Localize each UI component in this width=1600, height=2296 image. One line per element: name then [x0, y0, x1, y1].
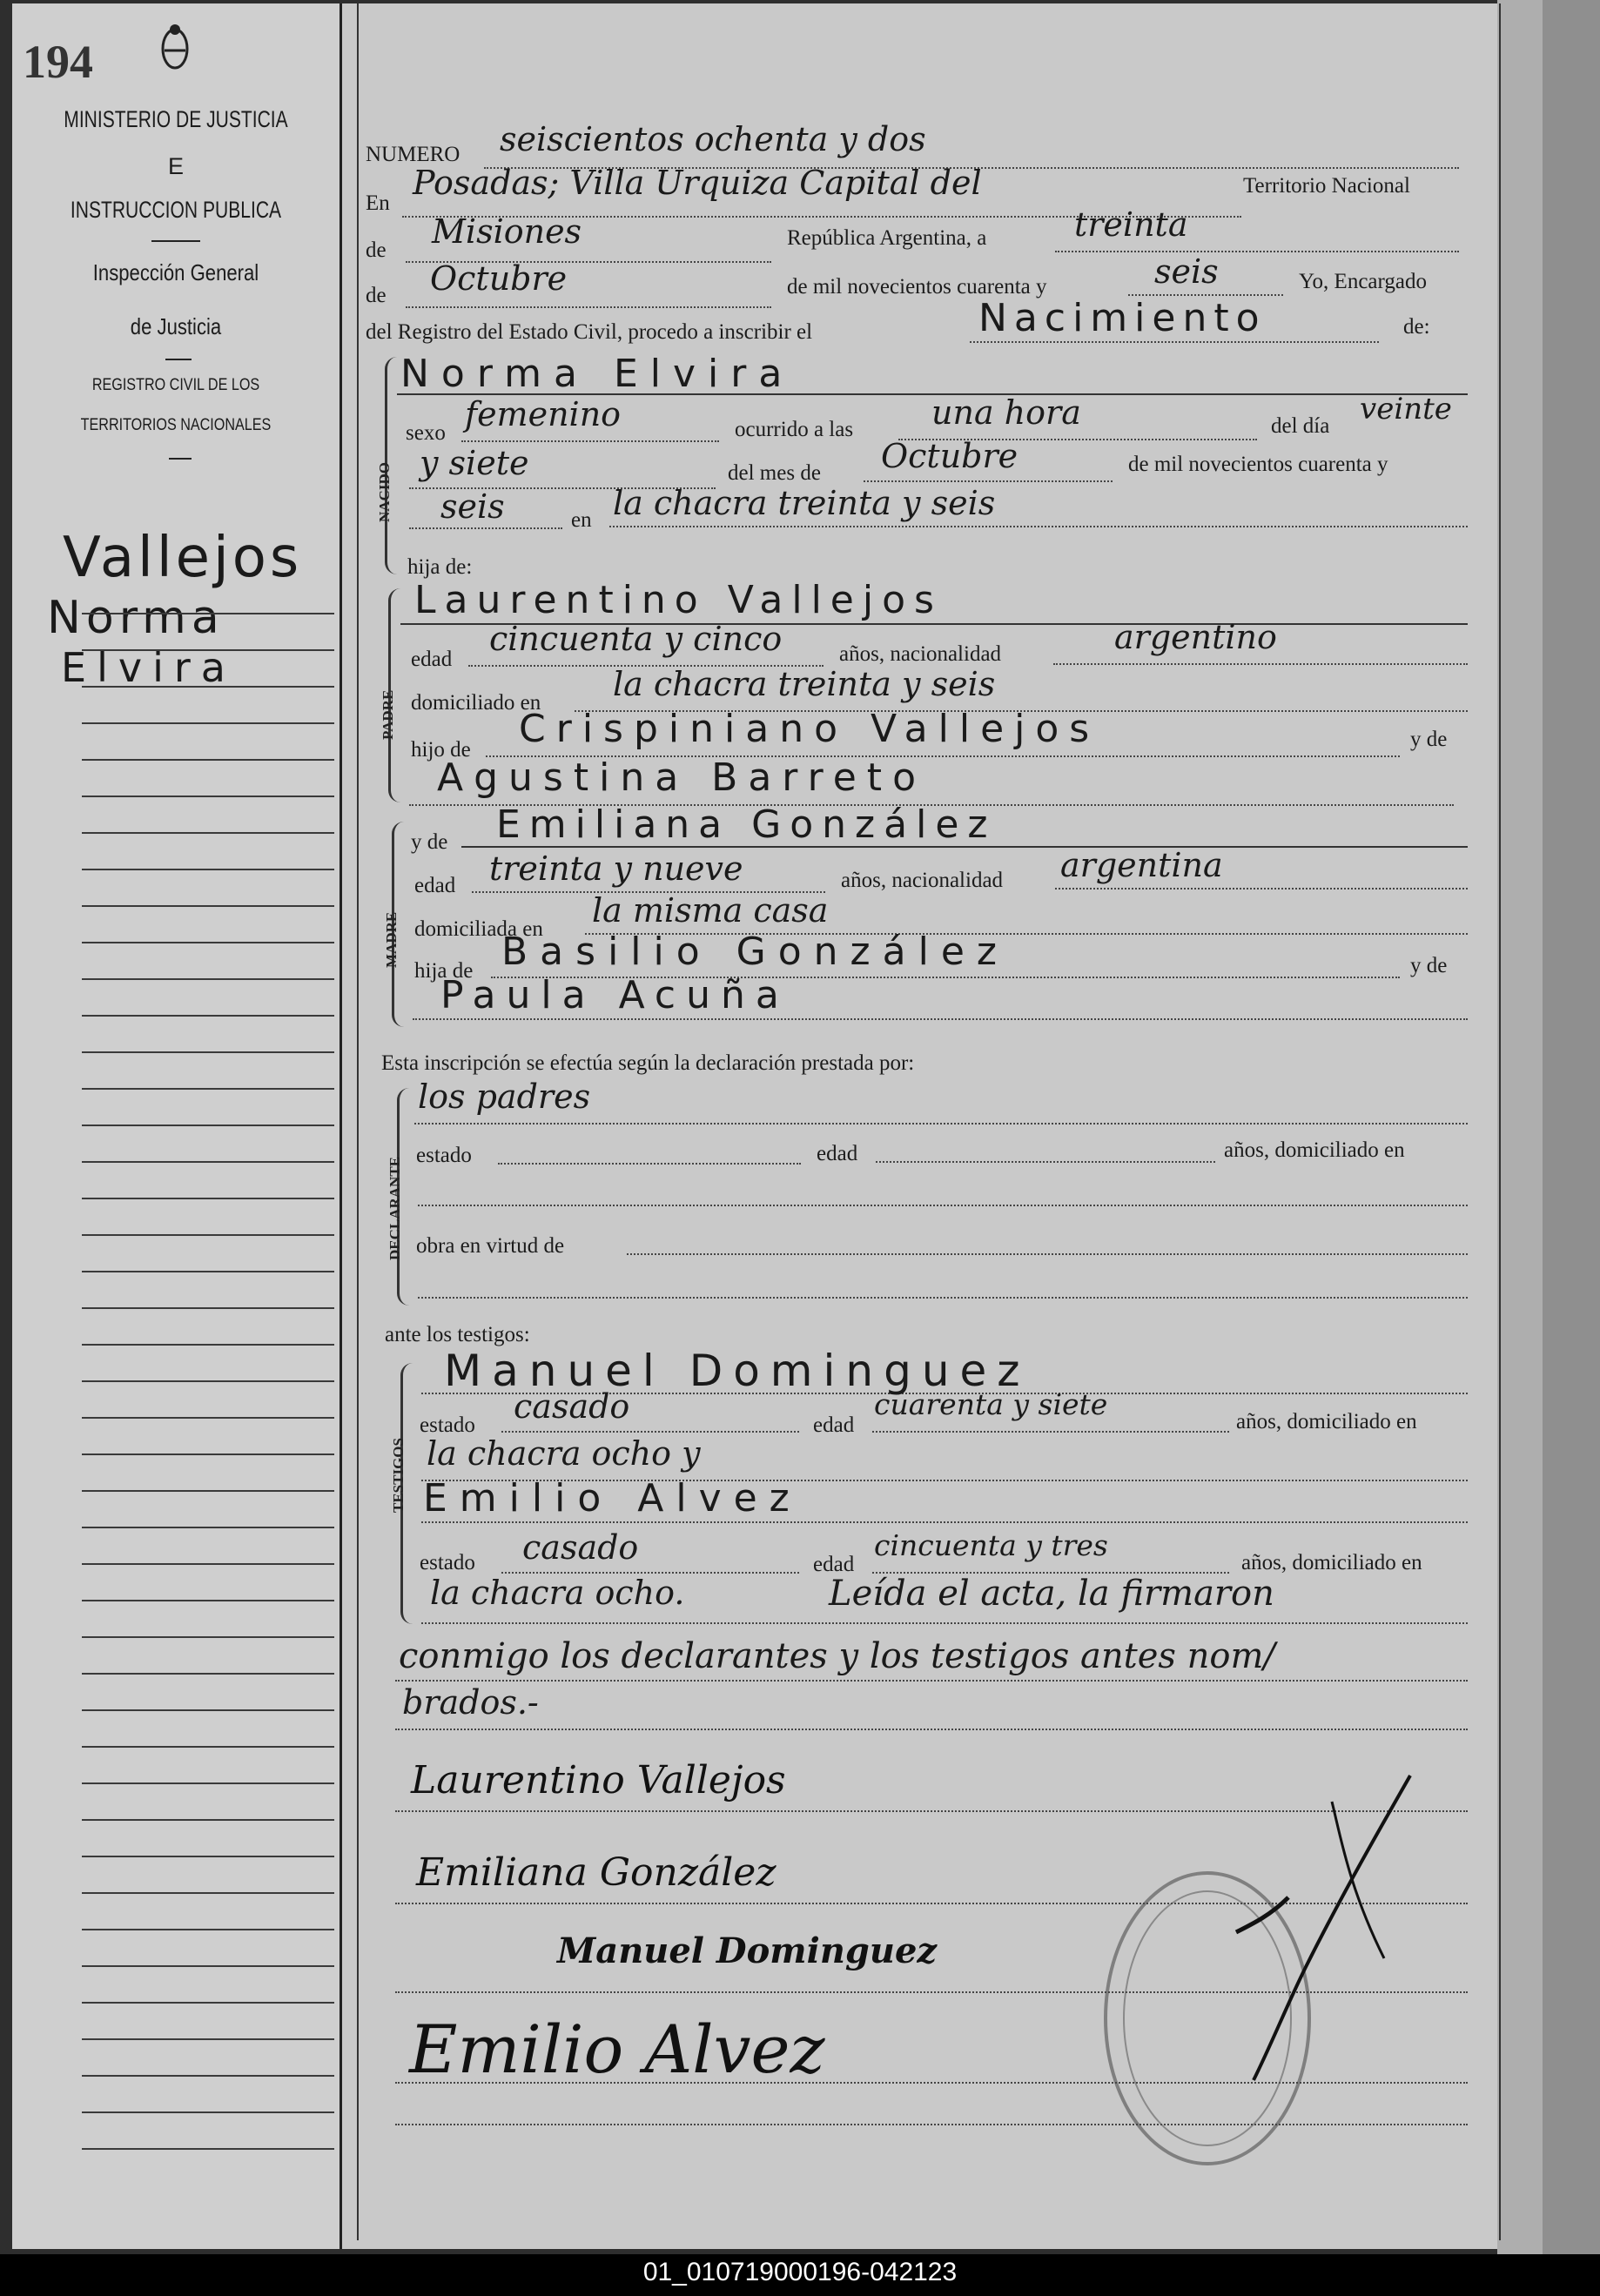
margin-rule: [82, 1453, 334, 1455]
entry-testigo-1-edad: cuarenta y siete: [874, 1387, 1108, 1421]
margin-rule: [82, 1965, 334, 1967]
margin-column: [12, 3, 342, 2249]
label-de3: de:: [1403, 315, 1430, 339]
label-anios-nac-2: años, nacionalidad: [841, 869, 1004, 892]
label-ocurrido: ocurrido a las: [735, 418, 854, 441]
label-estado: estado: [416, 1144, 472, 1167]
entry-padre-nac: argentino: [1114, 618, 1277, 656]
margin-rule: [82, 1856, 334, 1857]
label-y-de: y de: [1410, 728, 1448, 751]
margin-rule: [82, 2038, 334, 2040]
image-identifier: 01_010719000196-042123: [642, 2258, 958, 2286]
side-label-testigos: TESTIGOS: [390, 1438, 407, 1513]
label-de-mil-2: de mil novecientos cuarenta y: [1128, 453, 1388, 476]
label-hijo-de: hijo de: [411, 738, 471, 762]
entry-anio-nac: seis: [440, 487, 505, 526]
label-edad-3: edad: [817, 1142, 858, 1165]
label-hija-de: hija de:: [407, 555, 473, 579]
label-numero: NUMERO: [366, 143, 461, 166]
margin-rule: [82, 1929, 334, 1930]
entry-declarante: los padres: [418, 1078, 591, 1116]
margin-rule: [82, 978, 334, 980]
page-edge-shadow: [1543, 0, 1600, 2254]
label-del-dia: del día: [1271, 414, 1330, 438]
margin-rule: [82, 2148, 334, 2150]
label-de: de: [366, 238, 387, 262]
label-estado-2: estado: [420, 1413, 475, 1437]
margin-rule: [82, 2075, 334, 2077]
entry-sexo: femenino: [465, 395, 622, 433]
entry-dia-nac: veinte: [1360, 392, 1452, 426]
margin-rule: [82, 1198, 334, 1199]
margin-rule: [82, 1490, 334, 1492]
label-anios-dom-3: años, domiciliado en: [1241, 1551, 1422, 1574]
entry-anio: seis: [1154, 252, 1219, 291]
label-anios-dom-2: años, domiciliado en: [1236, 1410, 1417, 1433]
label-estado-3: estado: [420, 1551, 475, 1574]
margin-rule: [82, 796, 334, 797]
entry-abuela: Agustina Barreto: [437, 755, 926, 800]
entry-numero: seiscientos ochenta y dos: [500, 120, 926, 158]
label-republica: República Argentina, a: [787, 226, 987, 250]
label-anios-dom: años, domiciliado en: [1224, 1138, 1405, 1162]
margin-rule: [82, 759, 334, 761]
label-y-de-2: y de: [411, 830, 448, 854]
margin-rule: [82, 1125, 334, 1126]
entry-padre: Laurentino Vallejos: [414, 578, 943, 622]
ministry-line-1: MINISTERIO DE JUSTICIA: [64, 106, 288, 132]
margin-rule: [82, 1819, 334, 1821]
entry-madre: Emiliana González: [496, 802, 997, 847]
signature-testigo-2: Emilio Alvez: [409, 2011, 825, 2088]
entry-mes: Octubre: [430, 259, 568, 298]
margin-rule: [82, 942, 334, 943]
label-de2: de: [366, 284, 387, 307]
entry-mes-nac: Octubre: [881, 437, 1018, 475]
margin-rule: [82, 1234, 334, 1236]
margin-rule: [82, 1600, 334, 1601]
margin-middlename: Elvira: [61, 644, 236, 691]
label-edad-2: edad: [414, 874, 456, 897]
ministry-line-6: REGISTRO CIVIL DE LOS: [91, 376, 260, 394]
margin-rule: [82, 686, 334, 688]
side-label-nacido: NACIDO: [376, 462, 393, 522]
ministry-line-4: Inspección General: [92, 259, 259, 285]
entry-abuelo-m: Basilio González: [501, 930, 1010, 974]
margin-rule: [82, 1892, 334, 1894]
label-y-de-3: y de: [1410, 954, 1448, 977]
label-domiciliado-en: domiciliado en: [411, 691, 541, 715]
margin-rule: [82, 722, 334, 724]
entry-abuela-m: Paula Acuña: [440, 973, 790, 1017]
entry-cierre-1: Leída el acta, la firmaron: [829, 1574, 1274, 1614]
entry-testigo-2-edad: cincuenta y tres: [874, 1528, 1108, 1562]
margin-rule: [82, 1380, 334, 1382]
label-obra: obra en virtud de: [416, 1234, 565, 1258]
side-label-padre: PADRE: [380, 689, 396, 740]
entry-madre-nac: argentina: [1060, 846, 1223, 884]
side-label-declarante: DECLARANTE: [387, 1156, 403, 1260]
entry-testigo-1: Manuel Dominguez: [444, 1346, 1031, 1396]
margin-rule: [82, 1563, 334, 1565]
entry-madre-edad: treinta y nueve: [489, 849, 743, 888]
margin-rule: [82, 1088, 334, 1090]
ministry-line-3: INSTRUCCION PUBLICA: [70, 197, 282, 223]
entry-dia-nac-2: y siete: [420, 444, 529, 482]
label-edad-4: edad: [813, 1413, 855, 1437]
margin-rule: [82, 2002, 334, 2004]
margin-rule: [82, 1161, 334, 1163]
entry-testigo-1-dom: la chacra ocho y: [427, 1434, 701, 1473]
margin-rule: [82, 1746, 334, 1748]
label-edad-5: edad: [813, 1553, 855, 1576]
label-edad: edad: [411, 648, 453, 671]
margin-rule: [82, 1636, 334, 1638]
entry-testigo-2-dom: la chacra ocho.: [430, 1574, 685, 1612]
entry-cierre-3: brados.-: [402, 1683, 539, 1722]
margin-rule: [82, 649, 334, 651]
label-del-mes: del mes de: [728, 461, 821, 485]
margin-rule: [82, 869, 334, 870]
label-territorio: Territorio Nacional: [1243, 174, 1410, 198]
side-label-madre: MADRE: [383, 911, 400, 968]
label-domiciliada-en: domiciliada en: [414, 917, 543, 941]
margin-rule: [82, 1015, 334, 1017]
entry-testigo-2-estado: casado: [522, 1528, 639, 1567]
entry-testigo-2: Emilio Alvez: [423, 1476, 802, 1521]
margin-firstname: Norma: [47, 592, 225, 644]
entry-abuelo: Crispiniano Vallejos: [519, 707, 1100, 751]
label-anios-nac: años, nacionalidad: [839, 642, 1002, 666]
label-de-mil: de mil novecientos cuarenta y: [787, 275, 1047, 299]
margin-rule: [82, 1527, 334, 1528]
margin-rule: [82, 613, 334, 614]
label-en-2: en: [571, 508, 592, 532]
label-yo: Yo, Encargado: [1299, 270, 1427, 293]
label-inscripcion: Esta inscripción se efectúa según la declaración prestada por:: [381, 1051, 915, 1075]
signature-madre: Emiliana González: [416, 1850, 776, 1895]
margin-rule: [82, 1344, 334, 1346]
entry-provincia: Misiones: [432, 212, 582, 251]
margin-rule: [82, 1673, 334, 1675]
margin-rule: [82, 1307, 334, 1309]
label-sexo: sexo: [406, 421, 446, 445]
ministry-line-5: de Justicia: [130, 313, 222, 339]
folio-number: 194: [23, 36, 93, 88]
label-testigos: ante los testigos:: [385, 1323, 530, 1346]
margin-rule: [82, 2111, 334, 2113]
margin-rule: [82, 1782, 334, 1784]
margin-surname: Vallejos: [63, 526, 303, 590]
label-hija-de-2: hija de: [414, 959, 474, 983]
entry-dia: treinta: [1074, 205, 1188, 244]
signature-testigo-1: Manuel Dominguez: [557, 1930, 938, 1971]
entry-nombre: Norma Elvira: [400, 352, 795, 396]
signature-padre: Laurentino Vallejos: [411, 1758, 786, 1803]
label-del-registro: del Registro del Estado Civil, procedo a inscribir el: [366, 320, 813, 344]
label-en: En: [366, 191, 390, 215]
entry-padre-dom: la chacra treinta y seis: [613, 665, 996, 703]
entry-hora: una hora: [931, 393, 1081, 432]
margin-rule: [82, 905, 334, 907]
margin-rule: [82, 1271, 334, 1272]
ministry-line-7: TERRITORIOS NACIONALES: [80, 416, 272, 434]
image-caption-bar: [0, 2254, 1600, 2296]
entry-padre-edad: cincuenta y cinco: [489, 620, 783, 658]
entry-madre-dom: la misma casa: [592, 891, 829, 930]
ministry-line-2: E: [167, 153, 184, 179]
margin-rule: [82, 1417, 334, 1419]
margin-rule: [82, 1709, 334, 1711]
entry-cierre-2: conmigo los declarantes y los testigos antes nom/: [399, 1636, 1275, 1676]
entry-lugar: Posadas; Villa Urquiza Capital del: [413, 164, 982, 202]
entry-testigo-1-estado: casado: [514, 1387, 630, 1426]
margin-rule: [82, 1051, 334, 1053]
entry-lugar-nac: la chacra treinta y seis: [613, 484, 996, 522]
coat-of-arms-icon: [160, 21, 190, 73]
officer-signature: [1201, 1767, 1428, 2098]
entry-acto: Nacimiento: [978, 296, 1267, 340]
margin-rule: [82, 832, 334, 834]
